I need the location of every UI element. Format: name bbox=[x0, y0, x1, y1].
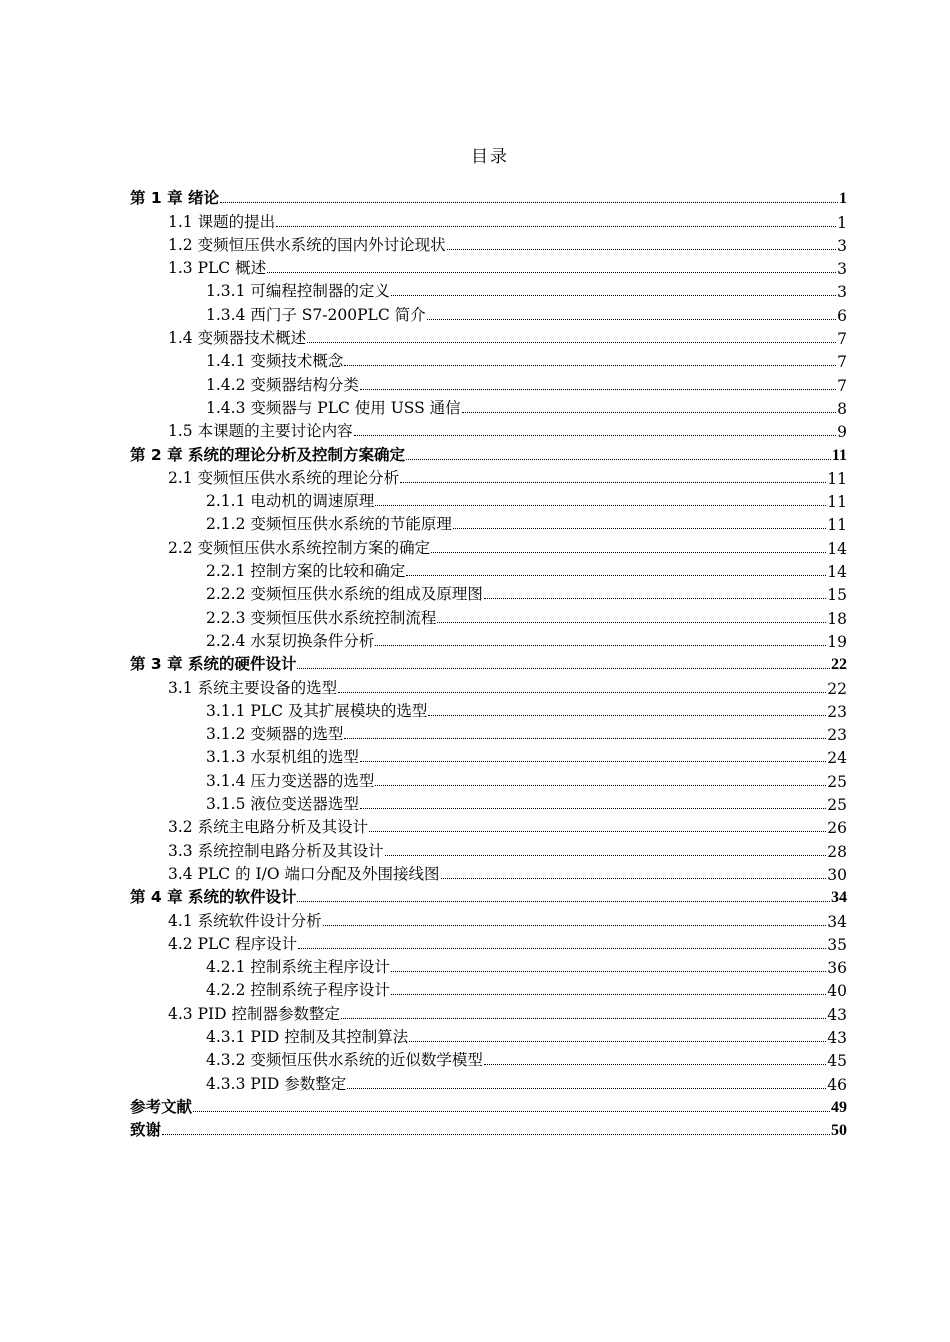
toc-entry-page-number: 34 bbox=[831, 889, 847, 907]
dot-leader bbox=[344, 365, 836, 366]
toc-entry[interactable] bbox=[130, 208, 847, 231]
dot-leader bbox=[375, 505, 826, 506]
toc-entry-label: 第 2 章 系统的理论分析及控制方案确定 bbox=[130, 445, 405, 464]
toc-entry[interactable] bbox=[130, 301, 847, 324]
toc-entry-label: 2.2.4 水泵切换条件分析 bbox=[206, 631, 375, 650]
dot-leader bbox=[307, 342, 836, 343]
dot-leader bbox=[220, 202, 838, 203]
toc-entry[interactable] bbox=[130, 418, 847, 441]
dot-leader bbox=[406, 459, 831, 460]
dot-leader bbox=[428, 715, 826, 716]
toc-entry-page-number: 40 bbox=[827, 982, 847, 1001]
dot-leader bbox=[341, 1018, 826, 1019]
toc-entry[interactable] bbox=[130, 1117, 847, 1140]
dot-leader bbox=[344, 738, 826, 739]
toc-entry[interactable] bbox=[130, 767, 847, 790]
toc-entry-page-number: 1 bbox=[839, 190, 847, 208]
toc-entry[interactable] bbox=[130, 604, 847, 627]
toc-entry-label: 2.2.3 变频恒压供水系统控制流程 bbox=[206, 608, 437, 627]
dot-leader bbox=[297, 901, 830, 902]
toc-entry-page-number: 11 bbox=[827, 493, 847, 512]
toc-title: 目录 bbox=[471, 147, 509, 167]
dot-leader bbox=[462, 412, 836, 413]
toc-entry-page-number: 11 bbox=[827, 469, 847, 488]
toc-entry-page-number: 14 bbox=[827, 539, 847, 558]
dot-leader bbox=[276, 226, 836, 227]
toc-entry[interactable] bbox=[130, 954, 847, 977]
toc-entry-label: 参考文献 bbox=[130, 1097, 193, 1116]
toc-entry[interactable] bbox=[130, 977, 847, 1000]
toc-entry-page-number: 3 bbox=[837, 260, 847, 279]
toc-entry-label: 3.1.3 水泵机组的选型 bbox=[206, 748, 359, 767]
dot-leader bbox=[431, 552, 826, 553]
toc-entry[interactable] bbox=[130, 395, 847, 418]
toc-entry-label: 4.2.1 控制系统主程序设计 bbox=[206, 958, 390, 977]
toc-entry-page-number: 36 bbox=[827, 959, 847, 978]
dot-leader bbox=[267, 272, 836, 273]
toc-entry[interactable] bbox=[130, 1094, 847, 1117]
toc-entry[interactable] bbox=[130, 465, 847, 488]
dot-leader bbox=[347, 1088, 826, 1089]
toc-entry-page-number: 23 bbox=[827, 702, 847, 721]
toc-entry-label: 第 1 章 绪论 bbox=[130, 189, 219, 208]
toc-entry-label: 4.3.3 PID 参数整定 bbox=[206, 1074, 347, 1093]
toc-entry-page-number: 46 bbox=[827, 1075, 847, 1094]
toc-entry-page-number: 34 bbox=[827, 912, 847, 931]
toc-entry[interactable] bbox=[130, 814, 847, 837]
toc-entry-page-number: 18 bbox=[827, 609, 847, 628]
dot-leader bbox=[297, 668, 830, 669]
toc-entry-page-number: 25 bbox=[827, 772, 847, 791]
toc-entry-label: 4.2.2 控制系统子程序设计 bbox=[206, 981, 390, 1000]
toc-entry[interactable] bbox=[130, 534, 847, 557]
toc-entry-page-number: 23 bbox=[827, 726, 847, 745]
dot-leader bbox=[298, 948, 826, 949]
dot-leader bbox=[375, 645, 826, 646]
toc-entry-label: 1.4.3 变频器与 PLC 使用 USS 通信 bbox=[206, 398, 461, 417]
toc-entry[interactable] bbox=[130, 698, 847, 721]
toc-entry-label: 4.1 系统软件设计分析 bbox=[168, 911, 322, 930]
toc-entry-label: 2.1 变频恒压供水系统的理论分析 bbox=[168, 468, 400, 487]
toc-entry-page-number: 22 bbox=[827, 679, 847, 698]
toc-entry-label: 3.1 系统主要设备的选型 bbox=[168, 678, 338, 697]
toc-entry-page-number: 11 bbox=[827, 516, 847, 535]
dot-leader bbox=[375, 785, 826, 786]
dot-leader bbox=[360, 389, 836, 390]
toc-entry[interactable] bbox=[130, 674, 847, 697]
toc-entry-page-number: 26 bbox=[827, 819, 847, 838]
toc-entry-label: 2.2.2 变频恒压供水系统的组成及原理图 bbox=[206, 585, 483, 604]
dot-leader bbox=[441, 878, 827, 879]
toc-entry[interactable] bbox=[130, 488, 847, 511]
toc-entry-label: 4.3.1 PID 控制及其控制算法 bbox=[206, 1027, 409, 1046]
dot-leader bbox=[453, 528, 826, 529]
toc-entry[interactable] bbox=[130, 348, 847, 371]
toc-entry[interactable] bbox=[130, 1024, 847, 1047]
toc-entry-label: 1.4 变频器技术概述 bbox=[168, 329, 307, 348]
toc-entry-page-number: 45 bbox=[827, 1052, 847, 1071]
toc-entry[interactable] bbox=[130, 907, 847, 930]
toc-entry[interactable] bbox=[130, 511, 847, 534]
dot-leader bbox=[385, 855, 827, 856]
toc-entry-label: 4.2 PLC 程序设计 bbox=[168, 934, 298, 953]
toc-entry-label: 3.1.5 液位变送器选型 bbox=[206, 795, 359, 814]
toc-entry-page-number: 24 bbox=[827, 749, 847, 768]
toc-entry-page-number: 6 bbox=[837, 306, 847, 325]
toc-entry-label: 4.3.2 变频恒压供水系统的近似数学模型 bbox=[206, 1051, 483, 1070]
dot-leader bbox=[323, 925, 827, 926]
toc-entry-label: 4.3 PID 控制器参数整定 bbox=[168, 1004, 340, 1023]
toc-entry[interactable] bbox=[130, 744, 847, 767]
toc-entry-page-number: 50 bbox=[831, 1122, 847, 1140]
toc-entry-label: 3.1.4 压力变送器的选型 bbox=[206, 771, 375, 790]
dot-leader bbox=[162, 1134, 830, 1135]
dot-leader bbox=[391, 971, 826, 972]
toc-entry-label: 3.3 系统控制电路分析及其设计 bbox=[168, 841, 384, 860]
dot-leader bbox=[447, 249, 837, 250]
toc-entry-page-number: 49 bbox=[831, 1098, 847, 1116]
toc-entry[interactable] bbox=[130, 185, 847, 208]
toc-entry[interactable] bbox=[130, 791, 847, 814]
toc-entry-label: 1.3.4 西门子 S7-200PLC 简介 bbox=[206, 305, 426, 324]
toc-entry-label: 致谢 bbox=[130, 1121, 162, 1140]
toc-entry[interactable] bbox=[130, 1000, 847, 1023]
toc-entry-label: 3.2 系统主电路分析及其设计 bbox=[168, 818, 369, 837]
toc-entry-page-number: 11 bbox=[831, 446, 847, 464]
toc-entry[interactable] bbox=[130, 325, 847, 348]
toc-entry-label: 1.2 变频恒压供水系统的国内外讨论现状 bbox=[168, 235, 446, 254]
toc-entry-page-number: 35 bbox=[827, 935, 847, 954]
toc-entry-label: 3.1.1 PLC 及其扩展模块的选型 bbox=[206, 701, 428, 720]
toc-entry[interactable] bbox=[130, 232, 847, 255]
toc-entry-label: 1.1 课题的提出 bbox=[168, 212, 276, 231]
toc-entry-page-number: 7 bbox=[837, 376, 847, 395]
toc-entry-label: 2.2.1 控制方案的比较和确定 bbox=[206, 562, 406, 581]
toc-entry-label: 3.4 PLC 的 I/O 端口分配及外围接线图 bbox=[168, 864, 440, 883]
toc-entry[interactable] bbox=[130, 931, 847, 954]
toc-entry-page-number: 19 bbox=[827, 632, 847, 651]
toc-entry-page-number: 7 bbox=[837, 353, 847, 372]
dot-leader bbox=[409, 1041, 826, 1042]
toc-entry-page-number: 1 bbox=[837, 213, 847, 232]
toc-entry-page-number: 30 bbox=[827, 865, 847, 884]
toc-entry-page-number: 25 bbox=[827, 796, 847, 815]
toc-entry-page-number: 22 bbox=[831, 656, 847, 674]
toc-entry-page-number: 8 bbox=[837, 399, 847, 418]
toc-entry-label: 1.3.1 可编程控制器的定义 bbox=[206, 282, 390, 301]
toc-entry[interactable] bbox=[130, 255, 847, 278]
toc-entry-page-number: 43 bbox=[827, 1028, 847, 1047]
dot-leader bbox=[360, 761, 826, 762]
dot-leader bbox=[400, 482, 826, 483]
toc-entry-label: 第 3 章 系统的硬件设计 bbox=[130, 655, 297, 674]
toc-entry-page-number: 9 bbox=[837, 423, 847, 442]
toc-entry[interactable] bbox=[130, 278, 847, 301]
toc-entry[interactable] bbox=[130, 651, 847, 674]
toc-entry[interactable] bbox=[130, 628, 847, 651]
toc-entry[interactable] bbox=[130, 1070, 847, 1093]
dot-leader bbox=[406, 575, 826, 576]
dot-leader bbox=[338, 692, 826, 693]
dot-leader bbox=[484, 1064, 826, 1065]
dot-leader bbox=[354, 435, 837, 436]
dot-leader bbox=[484, 598, 826, 599]
toc-entry[interactable] bbox=[130, 721, 847, 744]
toc-entry-page-number: 28 bbox=[827, 842, 847, 861]
toc-entry-label: 1.5 本课题的主要讨论内容 bbox=[168, 422, 353, 441]
dot-leader bbox=[437, 622, 826, 623]
toc-entry-label: 2.1.2 变频恒压供水系统的节能原理 bbox=[206, 515, 452, 534]
toc-entry-label: 第 4 章 系统的软件设计 bbox=[130, 888, 297, 907]
toc-entry[interactable] bbox=[130, 441, 847, 464]
toc-entry[interactable] bbox=[130, 884, 847, 907]
table-of-contents bbox=[130, 185, 847, 1140]
toc-entry-label: 3.1.2 变频器的选型 bbox=[206, 725, 344, 744]
dot-leader bbox=[391, 295, 836, 296]
toc-entry-page-number: 7 bbox=[837, 330, 847, 349]
toc-entry[interactable] bbox=[130, 558, 847, 581]
dot-leader bbox=[193, 1111, 830, 1112]
toc-entry[interactable] bbox=[130, 837, 847, 860]
toc-entry-page-number: 43 bbox=[827, 1005, 847, 1024]
toc-entry-label: 2.2 变频恒压供水系统控制方案的确定 bbox=[168, 538, 431, 557]
dot-leader bbox=[360, 808, 826, 809]
toc-entry[interactable] bbox=[130, 581, 847, 604]
dot-leader bbox=[391, 994, 826, 995]
toc-entry-label: 1.3 PLC 概述 bbox=[168, 259, 267, 278]
toc-entry-label: 1.4.2 变频器结构分类 bbox=[206, 375, 359, 394]
toc-entry-page-number: 3 bbox=[837, 236, 847, 255]
toc-entry[interactable] bbox=[130, 371, 847, 394]
toc-entry[interactable] bbox=[130, 1047, 847, 1070]
toc-entry-label: 2.1.1 电动机的调速原理 bbox=[206, 492, 375, 511]
toc-entry[interactable] bbox=[130, 861, 847, 884]
toc-entry-page-number: 14 bbox=[827, 563, 847, 582]
toc-entry-label: 1.4.1 变频技术概念 bbox=[206, 352, 344, 371]
dot-leader bbox=[369, 831, 826, 832]
dot-leader bbox=[427, 319, 837, 320]
toc-entry-page-number: 3 bbox=[837, 283, 847, 302]
toc-entry-page-number: 15 bbox=[827, 586, 847, 605]
